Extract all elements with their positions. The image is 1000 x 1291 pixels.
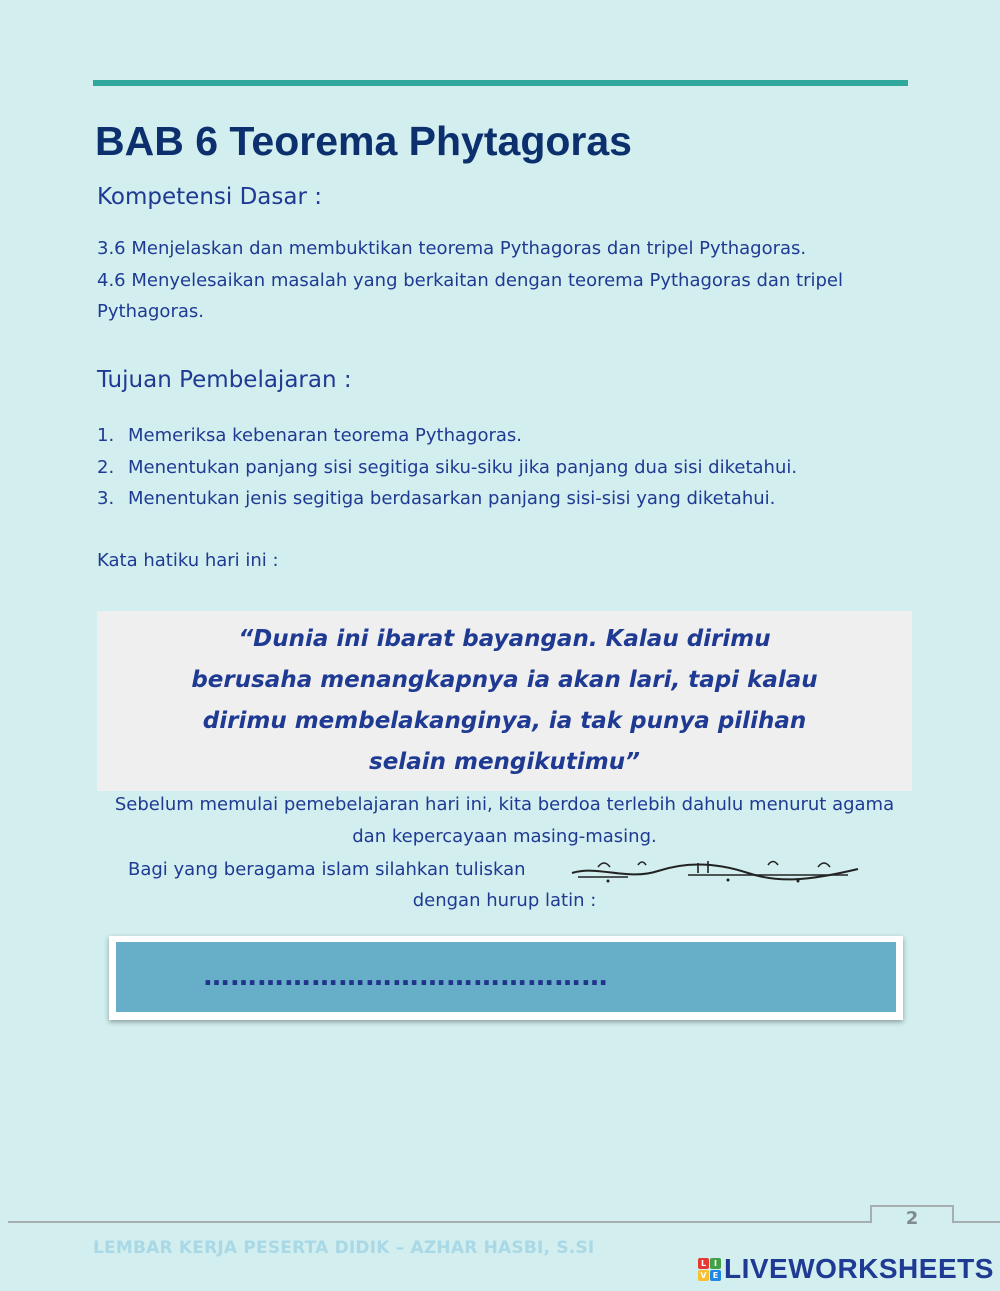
- kompetensi-item: 3.6 Menjelaskan dan membuktikan teorema Pythagoras dan tripel Pythagoras.: [97, 238, 807, 259]
- kompetensi-item: Pythagoras.: [97, 301, 204, 322]
- footer-divider-right: [952, 1221, 1000, 1223]
- brand-name: LIVEWORKSHEETS: [724, 1253, 994, 1284]
- basmalah-calligraphy-image: [568, 855, 864, 887]
- footer-text: LEMBAR KERJA PESERTA DIDIK – AZHAR HASBI, S.SI: [93, 1238, 595, 1258]
- list-item: 2. Menentukan panjang sisi segitiga siku-siku jika panjang dua sisi diketahui.: [97, 456, 798, 478]
- islam-instruction: Bagi yang beragama islam silahkan tuliskan: [128, 859, 526, 880]
- answer-frame: [109, 936, 903, 1020]
- liveworksheets-icon: L I V E: [698, 1258, 721, 1281]
- latin-instruction: dengan hurup latin :: [412, 890, 597, 911]
- page-number: 2: [905, 1208, 919, 1229]
- doa-instruction: Sebelum memulai pemebelajaran hari ini, kita berdoa terlebih dahulu menurut agama dan kepercayaan masing-masing.: [114, 794, 895, 847]
- kompetensi-item: 4.6 Menyelesaikan masalah yang berkaitan dengan teorema Pythagoras dan tripel: [97, 269, 843, 291]
- tujuan-heading: Tujuan Pembelajaran :: [97, 367, 352, 393]
- quote-box: [97, 611, 912, 791]
- list-item: 1. Memeriksa kebenaran teorema Pythagoras.: [97, 425, 523, 446]
- page-title: BAB 6 Teorema Phytagoras: [95, 118, 632, 164]
- top-divider: [93, 80, 908, 86]
- liveworksheets-logo[interactable]: [698, 1253, 994, 1285]
- kompetensi-list: [97, 233, 897, 328]
- footer-divider: [8, 1221, 870, 1223]
- quote-text: “Dunia ini ibarat bayangan. Kalau dirimu berusaha menangkapnya ia akan lari, tapi kalau dirimu membelakanginya, ia tak punya pilihan selain mengikutimu”: [191, 626, 818, 775]
- tujuan-list: [97, 420, 797, 515]
- kata-hati-label: Kata hatiku hari ini :: [97, 550, 279, 571]
- kompetensi-heading: Kompetensi Dasar :: [97, 184, 322, 210]
- list-item: 3. Menentukan jenis segitiga berdasarkan panjang sisi-sisi yang diketahui.: [97, 488, 776, 509]
- answer-input[interactable]: ………………………………………: [116, 942, 896, 1012]
